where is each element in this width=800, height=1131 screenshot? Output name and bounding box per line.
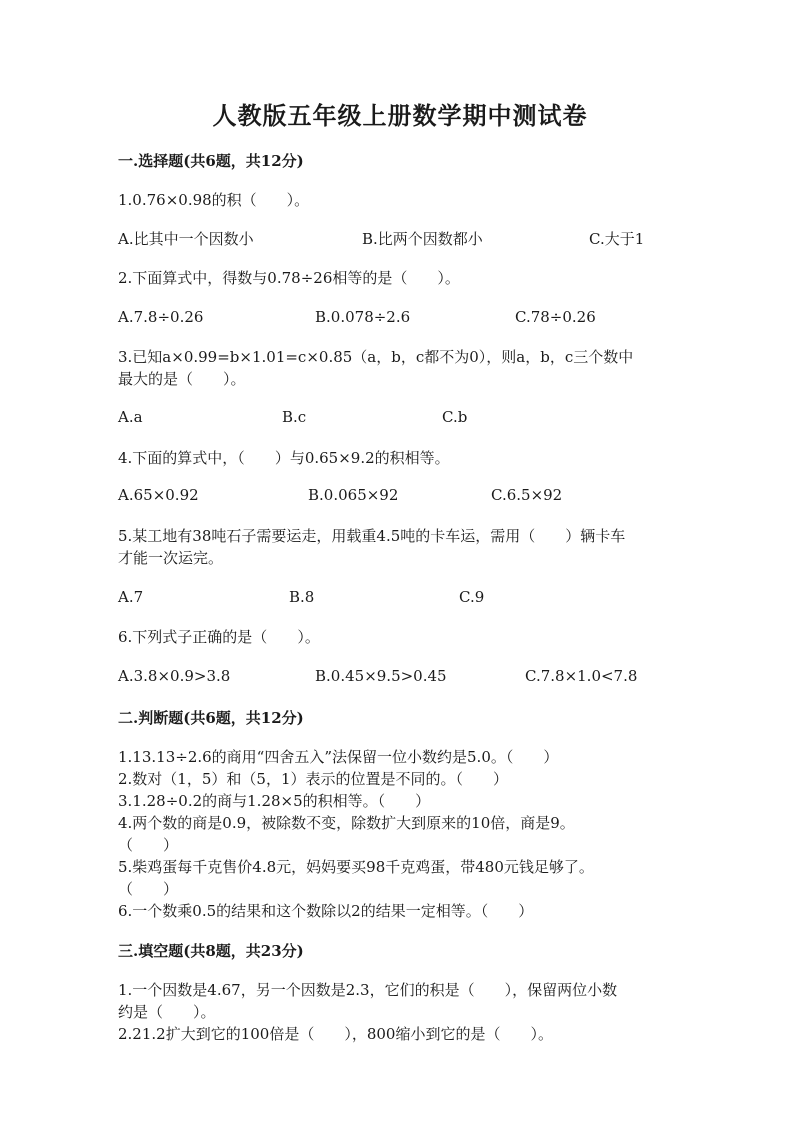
judgement-line: 5.柴鸡蛋每千克售价4.8元，妈妈要买98千克鸡蛋，带480元钱足够了。	[118, 858, 594, 876]
question-text: 3.已知a×0.99=b×1.01=c×0.85（a，b，c都不为0），则a，b，c三个数中	[118, 348, 634, 366]
question-text: 6.下列式子正确的是（ ）。	[118, 628, 320, 646]
question-text-cont: 才能一次运完。	[118, 549, 224, 567]
option-b: B.0.065×92	[308, 486, 399, 504]
judgement-line: （ ）	[118, 836, 179, 854]
fill-line: 1.一个因数是4.67，另一个因数是2.3，它们的积是（ ），保留两位小数	[118, 981, 618, 999]
section-heading-judgement: 二.判断题(共6题，共12分)	[118, 709, 304, 727]
fill-line: 约是（ ）。	[118, 1003, 216, 1021]
judgement-line: 3.1.28÷0.2的商与1.28×5的积相等。（ ）	[118, 792, 431, 810]
option-c: C.78÷0.26	[515, 308, 596, 326]
judgement-line: 4.两个数的商是0.9，被除数不变，除数扩大到原来的10倍，商是9。	[118, 814, 575, 832]
option-b: B.c	[282, 408, 307, 426]
option-b: B.0.078÷2.6	[315, 308, 411, 326]
option-c: C.9	[459, 588, 485, 606]
section-heading-fill: 三.填空题(共8题，共23分)	[118, 942, 304, 960]
option-a: A.比其中一个因数小	[118, 230, 254, 248]
judgement-line: 1.13.13÷2.6的商用“四舍五入”法保留一位小数约是5.0。（ ）	[118, 748, 559, 766]
section-heading-choice: 一.选择题(共6题，共12分)	[118, 152, 304, 170]
option-a: A.7	[118, 588, 144, 606]
option-b: B.8	[289, 588, 315, 606]
option-a: A.3.8×0.9>3.8	[118, 667, 231, 685]
question-text: 1.0.76×0.98的积（ ）。	[118, 191, 310, 209]
fill-line: 2.21.2扩大到它的100倍是（ ），800缩小到它的是（ ）。	[118, 1025, 553, 1043]
option-a: A.65×0.92	[118, 486, 199, 504]
option-c: C.6.5×92	[491, 486, 563, 504]
option-c: C.7.8×1.0<7.8	[525, 667, 638, 685]
page-title: 人教版五年级上册数学期中测试卷	[212, 101, 588, 130]
judgement-line: 6.一个数乘0.5的结果和这个数除以2的结果一定相等。（ ）	[118, 902, 534, 920]
question-text: 2.下面算式中，得数与0.78÷26相等的是（ ）。	[118, 269, 460, 287]
question-text: 5.某工地有38吨石子需要运走，用载重4.5吨的卡车运，需用（ ）辆卡车	[118, 527, 626, 545]
question-text: 4.下面的算式中，（ ）与0.65×9.2的积相等。	[118, 449, 450, 467]
option-a: A.7.8÷0.26	[118, 308, 204, 326]
option-c: C.大于1	[589, 230, 645, 248]
option-c: C.b	[442, 408, 468, 426]
judgement-line: 2.数对（1，5）和（5，1）表示的位置是不同的。（ ）	[118, 770, 508, 788]
question-text-cont: 最大的是（ ）。	[118, 370, 246, 388]
option-a: A.a	[118, 408, 143, 426]
judgement-line: （ ）	[118, 880, 179, 898]
option-b: B.0.45×9.5>0.45	[315, 667, 447, 685]
option-b: B.比两个因数都小	[362, 230, 483, 248]
